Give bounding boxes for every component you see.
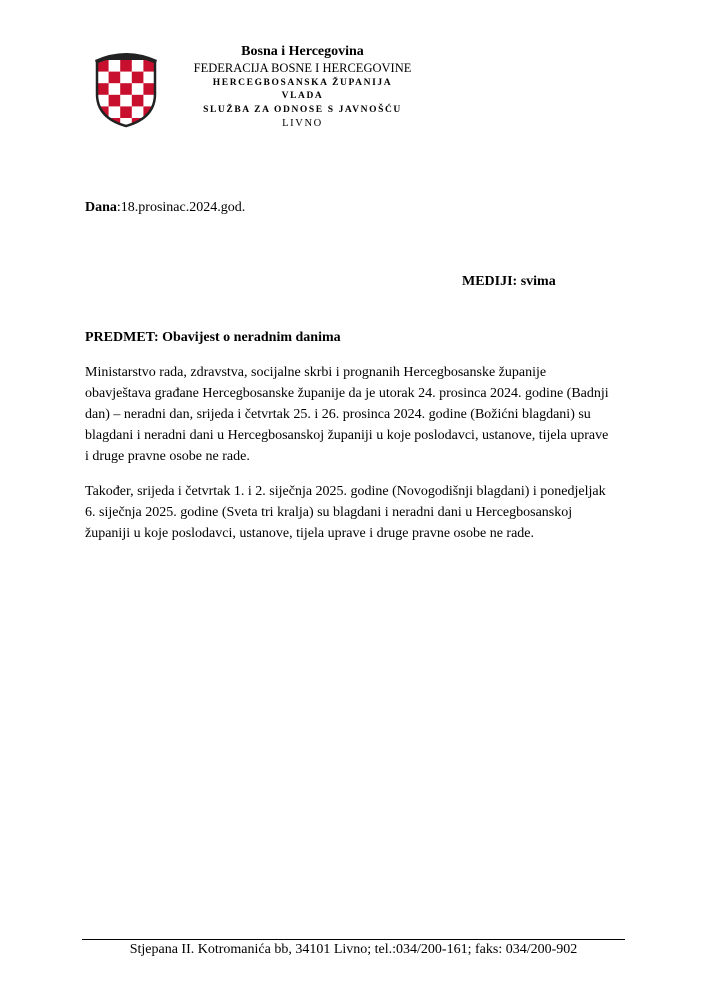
footer-address: Stjepana II. Kotromanića bb, 34101 Livno; tel.:034/200-161; faks: 034/200-902 — [129, 942, 578, 957]
letterhead-federation: FEDERACIJA BOSNE I HERCEGOVINE — [193, 61, 412, 75]
paragraph-line: Ministarstvo rada, zdravstva, socijalne skrbi i prognanih Hercegbosanske županije — [85, 365, 547, 380]
date-label: Dana — [85, 200, 117, 215]
recipient: MEDIJI: svima — [462, 274, 556, 289]
subject-line: PREDMET: Obavijest o neradnim danima — [85, 330, 341, 345]
body-paragraph-2 — [85, 481, 635, 544]
footer-divider — [82, 939, 625, 940]
date-value: :18.prosinac.2024.god. — [116, 200, 246, 215]
body-paragraph-1 — [85, 362, 635, 467]
crest-checkerboard — [97, 60, 159, 128]
paragraph-line: dan) – neradni dan, srijeda i četvrtak 25. i 26. prosinca 2024. godine (Božićni blagdani) su — [85, 407, 591, 422]
paragraph-line: županiji u koje poslodavci, ustanove, tijela uprave i druge pravne osobe ne rade. — [85, 526, 535, 541]
paragraph-line: blagdani i neradni dani u Hercegbosanskoj županiji u koje poslodavci, ustanove, tijela uprave — [85, 428, 609, 443]
paragraph-line: 6. siječnja 2025. godine (Sveta tri kralja) su blagdani i neradni dani u Hercegbosanskoj — [85, 505, 573, 520]
letterhead-canton: HERCEGBOSANSKA ŽUPANIJA — [212, 77, 393, 88]
letterhead — [180, 45, 425, 130]
paragraph-line: Također, srijeda i četvrtak 1. i 2. siječnja 2025. godine (Novogodišnji blagdani) i ponedjeljak — [85, 484, 606, 499]
document-date — [85, 200, 245, 216]
letterhead-country: Bosna i Hercegovina — [241, 44, 364, 59]
letterhead-city: LIVNO — [282, 118, 323, 129]
paragraph-line: i druge pravne osobe ne rade. — [85, 449, 250, 464]
letterhead-government: VLADA — [281, 91, 324, 101]
coat-of-arms-icon — [93, 52, 159, 128]
letterhead-service: SLUŽBA ZA ODNOSE S JAVNOŠĆU — [203, 104, 402, 115]
paragraph-line: obavještava građane Hercegbosanske županije da je utorak 24. prosinca 2024. godine (Badnji — [85, 386, 609, 401]
